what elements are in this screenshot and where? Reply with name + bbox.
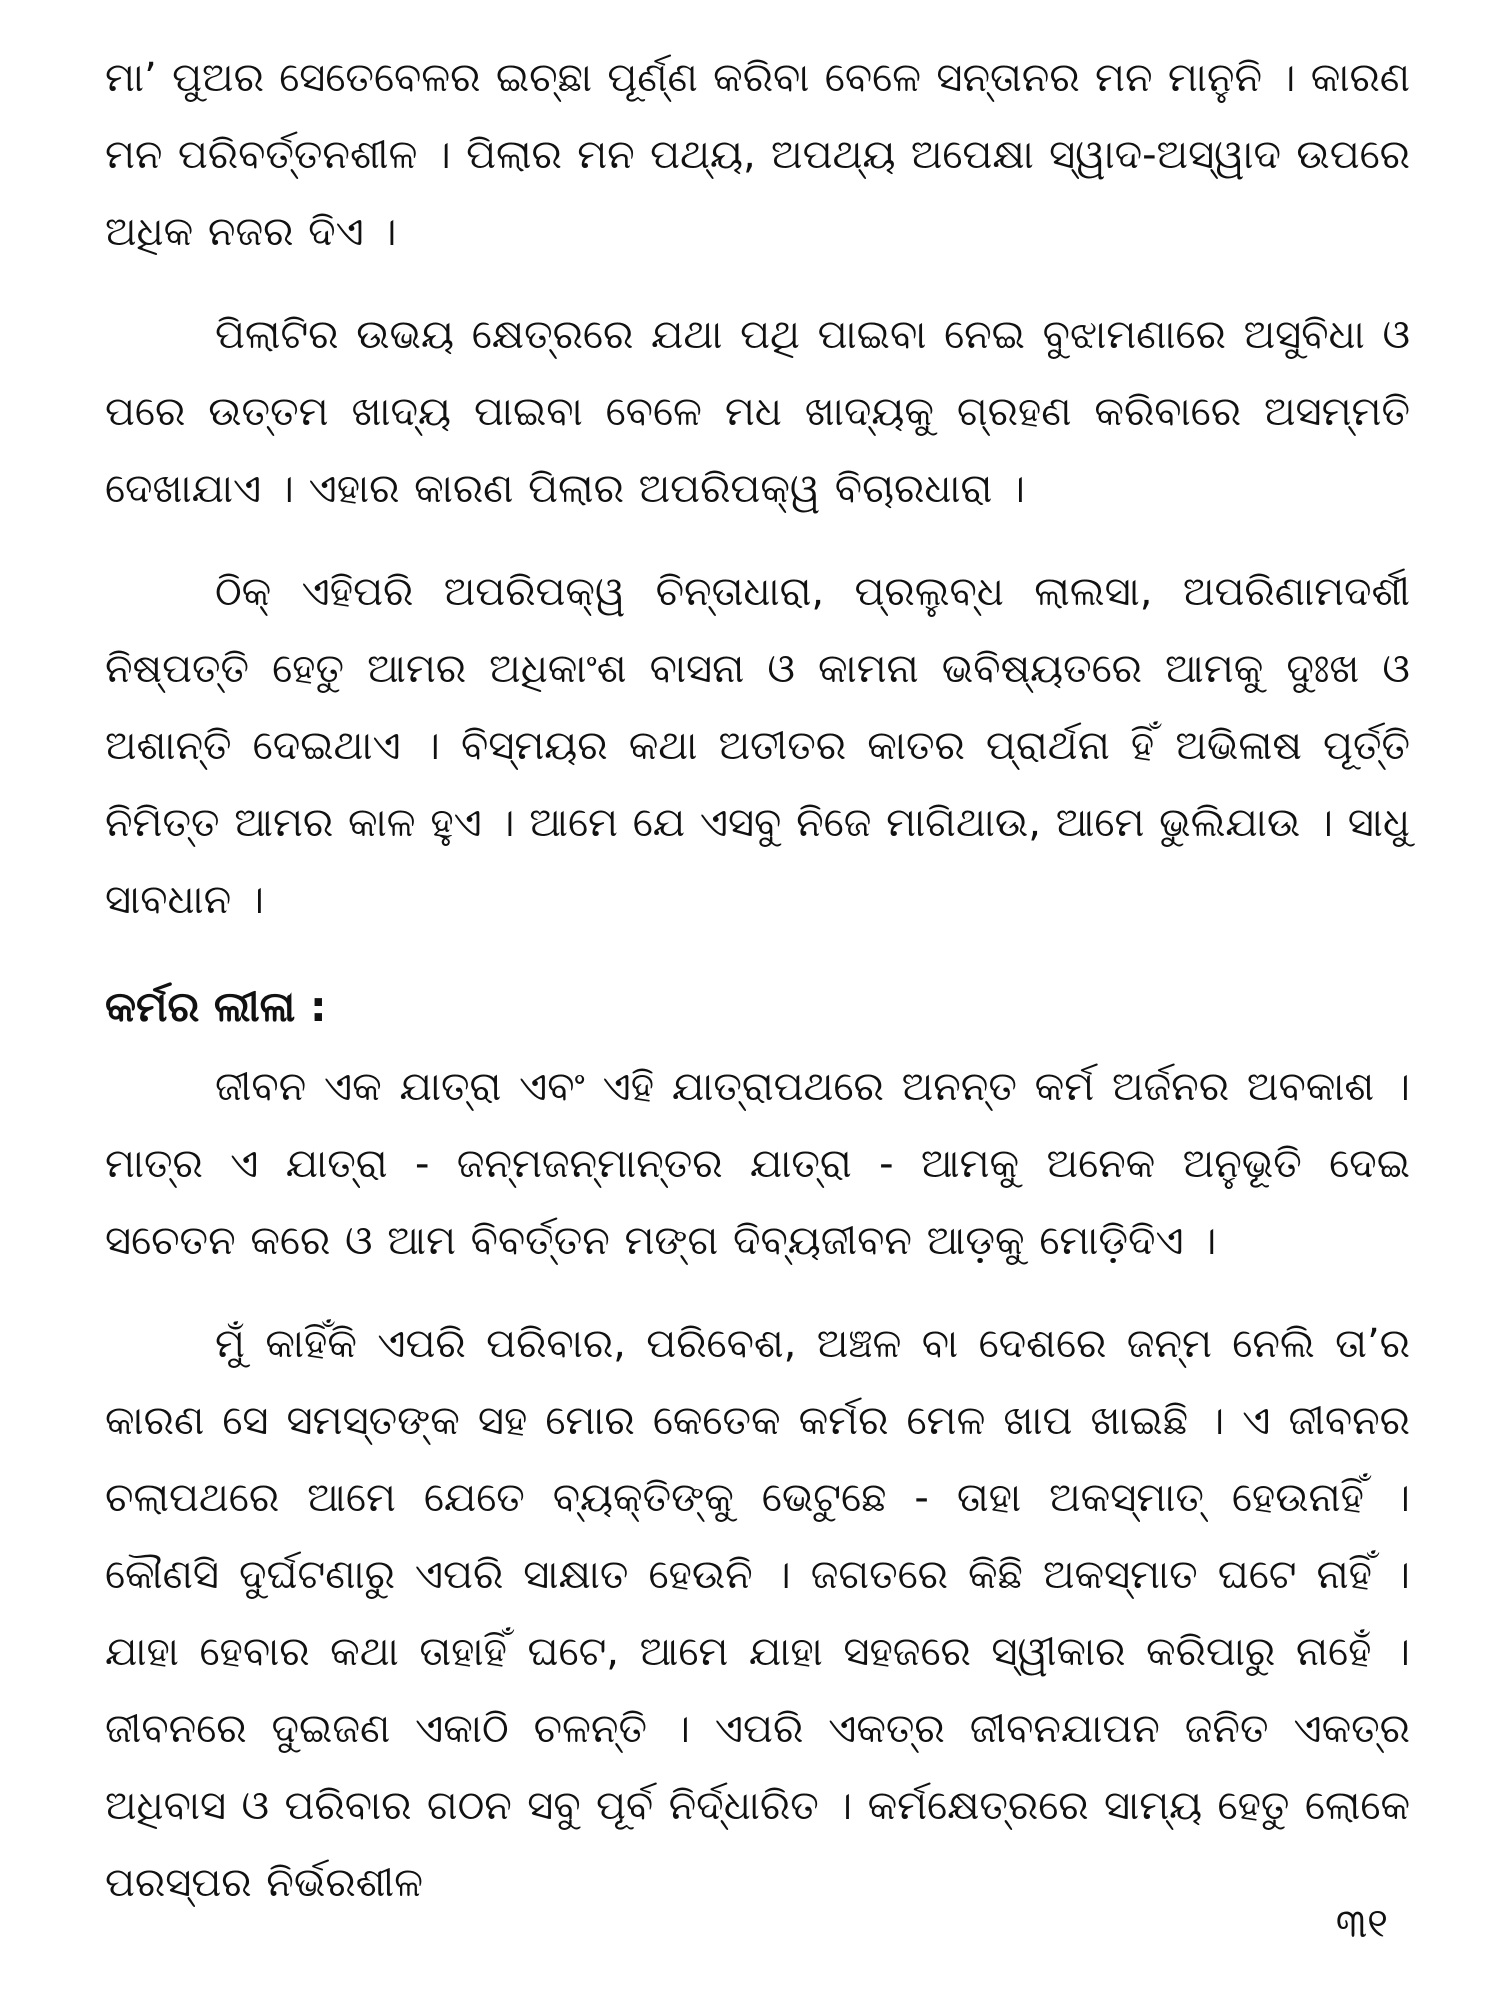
paragraph-3: ଠିକ୍ ଏହିପରି ଅପରିପକ୍ୱ ଚିନ୍ତାଧାରା, ପ୍ରଲୁବ୍ଧ ଲାଲସା, ଅପରିଣାମଦର୍ଶୀ ନିଷ୍ପତ୍ତି ହେତୁ ଆମର ଅଧିକାଂଶ ବାସନା ଓ କାମନା ଭବିଷ୍ୟତରେ ଆମକୁ ଦୁଃଖ ଓ ଅଶାନ୍ତି ଦେଇଥାଏ । ବିସ୍ମୟର କଥା ଅତୀତର କାତର ପ୍ରାର୍ଥନା ହିଁ ଅଭିଳାଷ ପୂର୍ତ୍ତି ନିମିତ୍ତ ଆମର କାଳ ହୁଏ । ଆମେ ଯେ ଏସବୁ ନିଜେ ମାଗିଥାଉ, ଆମେ ଭୁଲିଯାଉ । ସାଧୁ ସାବଧାନ । (105, 569, 1410, 923)
paragraph-2: ପିଲାଟିର ଉଭୟ କ୍ଷେତ୍ରରେ ଯଥା ପଥି ପାଇବା ନେଇ ବୁଝାମଣାରେ ଅସୁବିଧା ଓ ପରେ ଉତ୍ତମ ଖାଦ୍ୟ ପାଇବା ବେଳେ ମଧ ଖାଦ୍ୟକୁ ଗ୍ରହଣ କରିବାରେ ଅସମ୍ମତି ଦେଖାଯାଏ । ଏହାର କାରଣ ପିଲାର ଅପରିପକ୍ୱ ବିଚାରଧାରା । (105, 312, 1410, 512)
paragraph-4: ଜୀବନ ଏକ ଯାତ୍ରା ଏବଂ ଏହି ଯାତ୍ରାପଥରେ ଅନନ୍ତ କର୍ମ ଅର୍ଜନର ଅବକାଶ । ମାତ୍ର ଏ ଯାତ୍ରା - ଜନ୍ମଜନ୍ମାନ୍ତର ଯାତ୍ରା - ଆମକୁ ଅନେକ ଅନୁଭୂତି ଦେଇ ସଚେତନ କରେ ଓ ଆମ ବିବର୍ତ୍ତନ ମଙ୍ଗ ଦିବ୍ୟଜୀବନ ଆଡ଼କୁ ମୋଡ଼ିଦିଏ । (105, 1064, 1410, 1264)
paragraph-5: ମୁଁ କାହିଁକି ଏପରି ପରିବାର, ପରିବେଶ, ଅଞ୍ଚଳ ବା ଦେଶରେ ଜନ୍ମ ନେଲି ତା’ର କାରଣ ସେ ସମସ୍ତଙ୍କ ସହ ମୋର କେତେକ କର୍ମର ମେଳ ଖାପ ଖାଇଛି । ଏ ଜୀବନର ଚଲାପଥରେ ଆମେ ଯେତେ ବ୍ୟକ୍ତିଙ୍କୁ ଭେଟୁଛେ - ତାହା ଅକସ୍ମାତ୍ ହେଉନାହିଁ । କୌଣସି ଦୁର୍ଘଟଣାରୁ ଏପରି ସାକ୍ଷାତ ହେଉନି । ଜଗତରେ କିଛି ଅକସ୍ମାତ ଘଟେ ନାହିଁ । ଯାହା ହେବାର କଥା ତାହାହିଁ ଘଟେ, ଆମେ ଯାହା ସହଜରେ ସ୍ୱୀକାର କରିପାରୁ ନାହେଁ । ଜୀବନରେ ଦୁଇଜଣ ଏକାଠି ଚଳନ୍ତି । ଏପରି ଏକତ୍ର ଜୀବନଯାପନ ଜନିତ ଏକତ୍ର ଅଧିବାସ ଓ ପରିବାର ଗଠନ ସବୁ ପୂର୍ବ ନିର୍ଦ୍ଧାରିତ । କର୍ମକ୍ଷେତ୍ରରେ ସାମ୍ୟ ହେତୁ ଲୋକେ ପରସ୍ପର ନିର୍ଭରଶୀଳ (105, 1321, 1410, 1906)
paragraph-1: ମା’ ପୁଅର ସେତେବେଳର ଇଚ୍ଛା ପୂର୍ଣ୍ଣ କରିବା ବେଳେ ସନ୍ତାନର ମନ ମାନୁନି । କାରଣ ମନ ପରିବର୍ତ୍ତନଶୀଳ । ପିଲାର ମନ ପଥ୍ୟ, ଅପଥ୍ୟ ଅପେକ୍ଷା ସ୍ୱାଦ-ଅସ୍ୱାଦ ଉପରେ ଅଧିକ ନଜର ଦିଏ । (105, 55, 1410, 255)
section-heading: କର୍ମର ଲୀଳା : (105, 982, 327, 1031)
page-number: ୩୧ (1335, 1901, 1388, 1947)
body-text (105, 40, 1410, 1922)
